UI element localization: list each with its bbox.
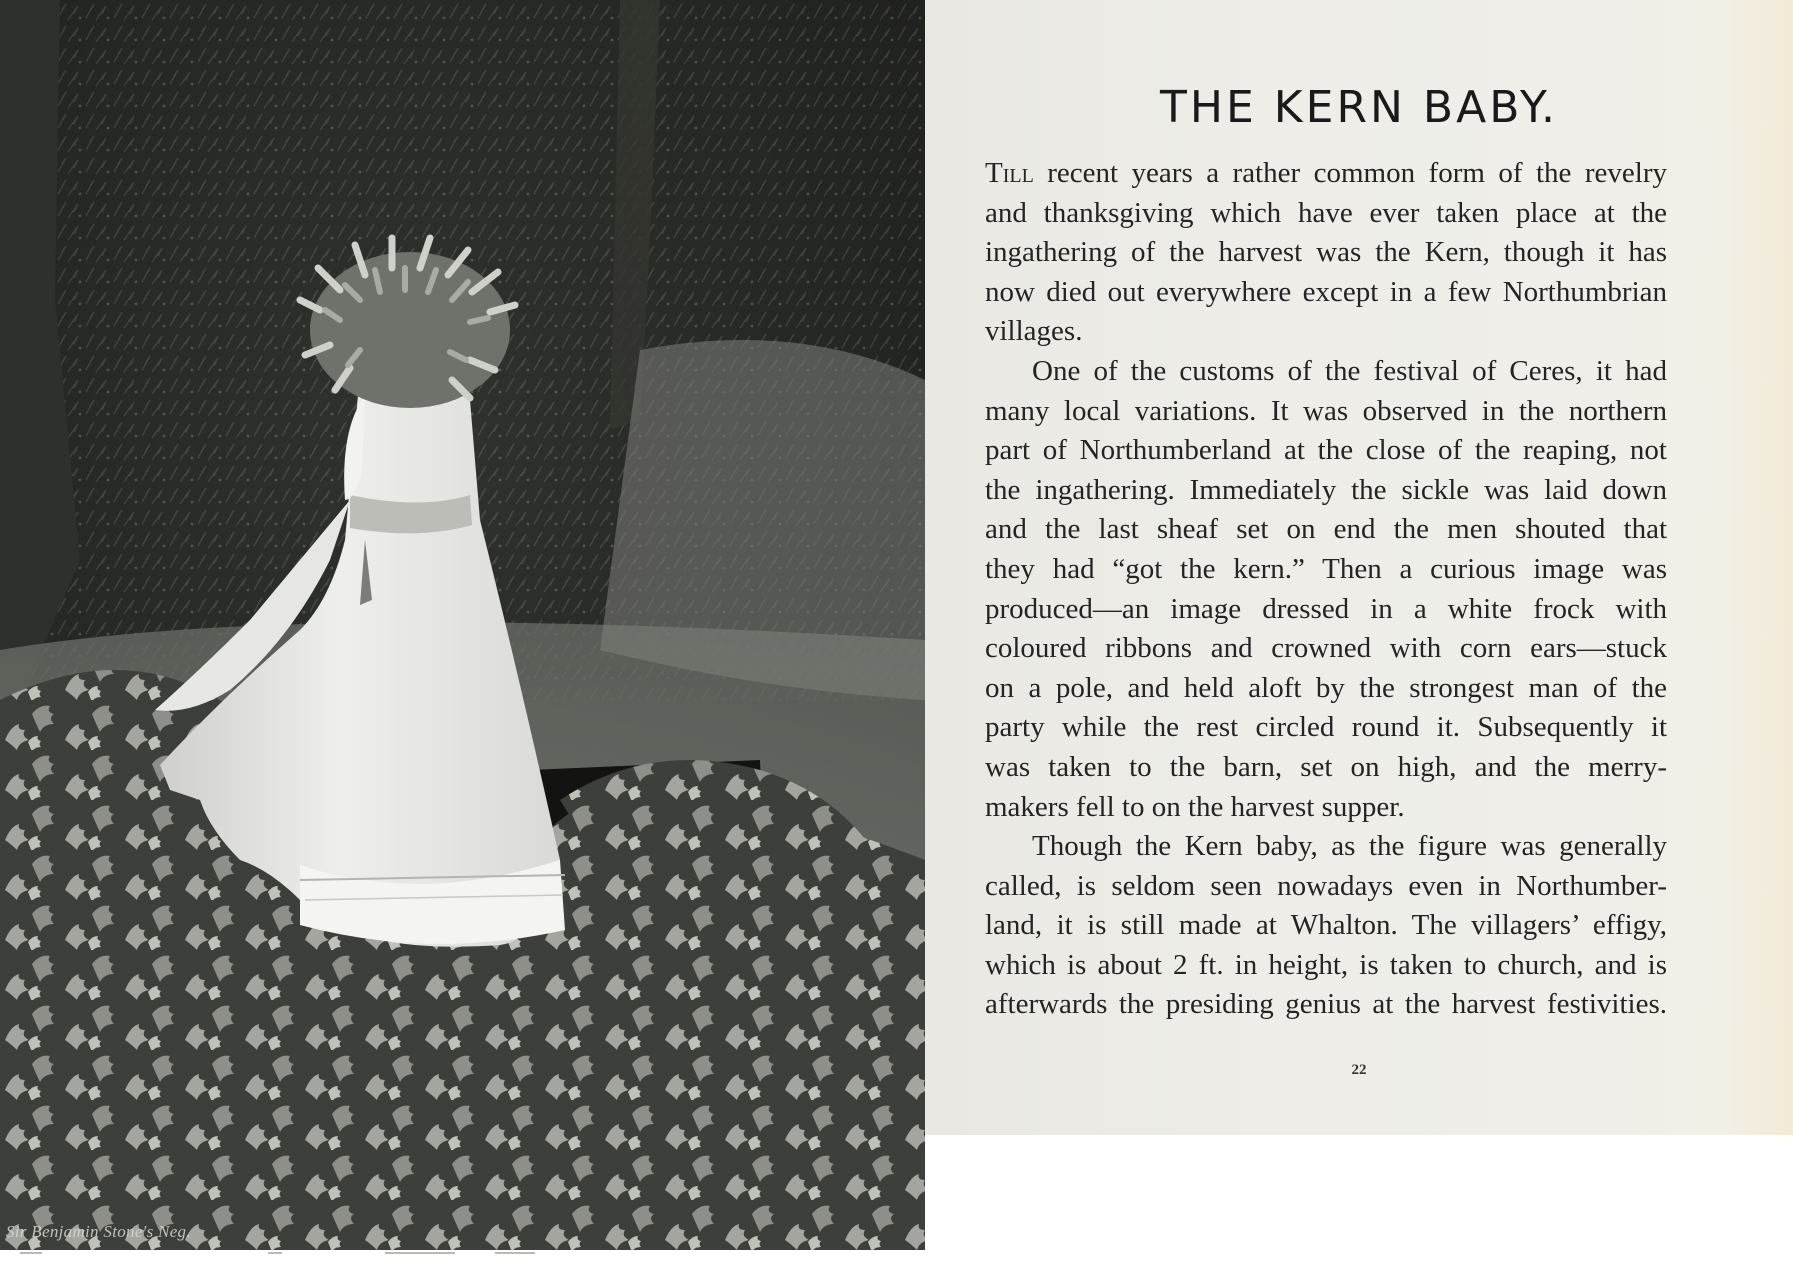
paragraph-3: [985, 827, 1667, 1025]
text-line: party while the rest circled round it. Subsequently it: [985, 711, 1667, 744]
text-line: ingathering of the harvest was the Kern, though it has: [985, 236, 1667, 269]
plate-edge-marks: [0, 1252, 925, 1262]
text-line: the ingathering. Immediately the sickle was laid down: [985, 473, 1667, 506]
edge-mark: [495, 1252, 535, 1254]
text-line: afterwards the presiding genius at the harvest festivities.: [985, 988, 1667, 1021]
drop-lead-word: Till: [985, 157, 1034, 189]
text-line: which is about 2 ft. in height, is taken to church, and is: [985, 948, 1667, 981]
text-line: Though the Kern baby, as the figure was generally: [1032, 830, 1667, 863]
page-title: THE KERN BABY.: [1160, 82, 1558, 133]
paragraph-2: [985, 352, 1667, 827]
edge-mark: [20, 1252, 42, 1254]
text-line: part of Northumberland at the close of the reaping, not: [985, 434, 1667, 467]
text-line: [985, 154, 1667, 194]
text-line: coloured ribbons and crowned with corn ears—stuck: [985, 632, 1667, 665]
edge-mark: [385, 1252, 455, 1254]
text-line: called, is seldom seen nowadays even in Northumber-: [985, 869, 1667, 902]
text-line: and the last sheaf set on end the men shouted that: [985, 513, 1667, 546]
text-line: and thanksgiving which have ever taken place at the: [985, 196, 1667, 229]
edge-mark: [268, 1252, 282, 1254]
text-line: One of the customs of the festival of Ceres, it had: [1032, 354, 1667, 387]
text-line: many local variations. It was observed in the northern: [985, 394, 1667, 427]
photo-credit: Sir Benjamin Stone's Neg.: [6, 1222, 191, 1241]
page-number: 22: [1351, 1062, 1367, 1078]
text-line: villages.: [985, 315, 1083, 348]
text-page: [925, 0, 1793, 1135]
text-line: they had “got the kern.” Then a curious image was: [985, 552, 1667, 585]
text-line: was taken to the barn, set on high, and the merry-: [985, 750, 1667, 783]
text-line: on a pole, and held aloft by the strongest man of the: [985, 671, 1667, 704]
paragraph-1: [985, 154, 1667, 352]
text-line: produced—an image dressed in a white frock with: [985, 592, 1667, 625]
article-body: [985, 154, 1667, 1025]
text-line: makers fell to on the harvest supper.: [985, 790, 1405, 823]
text-line-fragment: recent years a rather common form of the revelry: [1033, 157, 1667, 189]
text-line: now died out everywhere except in a few Northumbrian: [985, 275, 1667, 308]
text-line: land, it is still made at Whalton. The villagers’ effigy,: [985, 909, 1667, 942]
